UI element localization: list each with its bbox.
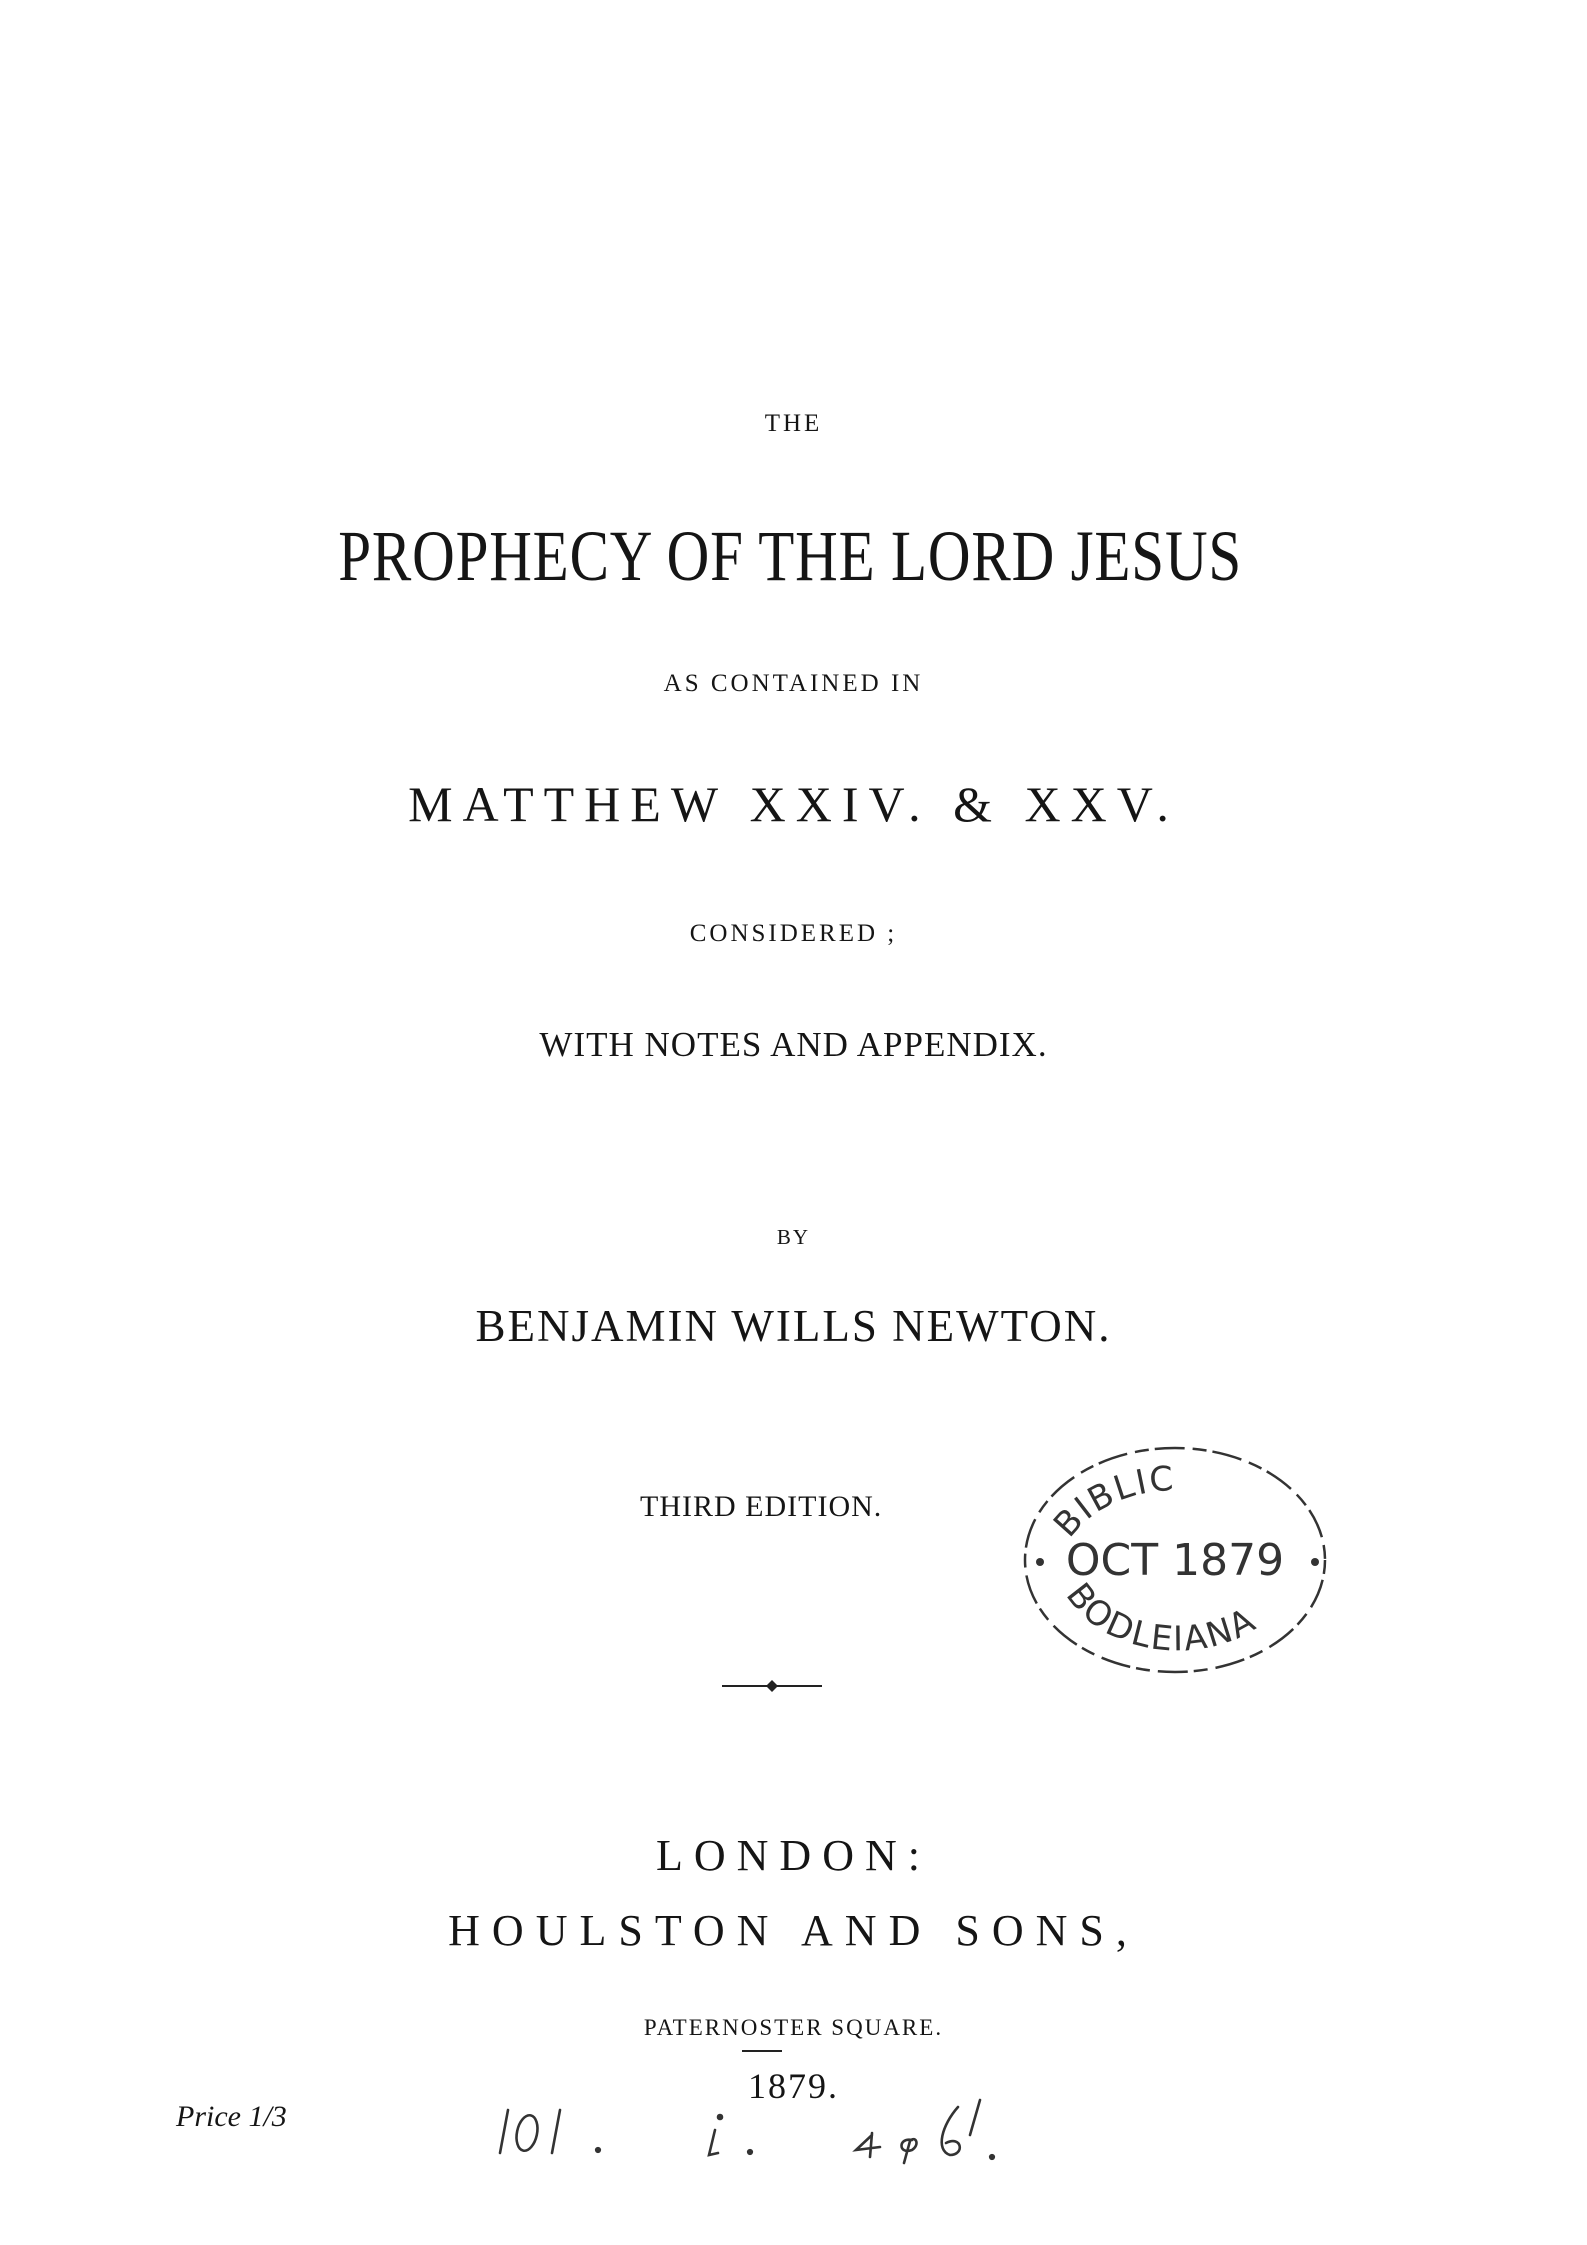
imprint-place: LONDON: <box>656 1831 931 1880</box>
main-title: PROPHECY OF THE LORD JESUS <box>338 516 1243 596</box>
ornament-rule <box>722 1678 822 1694</box>
svg-text:BODLEIANA <box>1058 1576 1263 1660</box>
scripture-passage: MATTHEW XXIV. & XXV. <box>408 776 1179 832</box>
stamp-top-text: BIBLIC <box>1046 1458 1177 1545</box>
byline-label: BY <box>776 1225 811 1249</box>
imprint-address: PATERNOSTER SQUARE. <box>643 2015 944 2040</box>
author-name: BENJAMIN WILLS NEWTON. <box>475 1301 1112 1351</box>
library-stamp <box>1010 1430 1340 1690</box>
stamp-bottom-text: BODLEIANA <box>1058 1575 1264 1660</box>
stamp-dot-left <box>1036 1558 1044 1566</box>
stamp-dot-right <box>1311 1558 1319 1566</box>
imprint-publisher: HOULSTON AND SONS, <box>448 1906 1139 1955</box>
imprint-year: 1879. <box>748 2066 839 2106</box>
year-rule <box>742 2050 782 2052</box>
stamp-date-text: OCT 1879 <box>1065 1535 1285 1586</box>
subtitle-considered: CONSIDERED ; <box>689 920 898 947</box>
subtitle-with-notes: WITH NOTES AND APPENDIX. <box>539 1025 1048 1064</box>
title-article: THE <box>764 410 823 437</box>
handwritten-shelfmark <box>480 2095 1040 2165</box>
subtitle-as-contained: AS CONTAINED IN <box>663 670 924 697</box>
edition-statement: THIRD EDITION. <box>640 1490 883 1523</box>
svg-text:BIBLIC <box>1046 1459 1177 1545</box>
price-note: Price 1/3 <box>176 2100 287 2133</box>
